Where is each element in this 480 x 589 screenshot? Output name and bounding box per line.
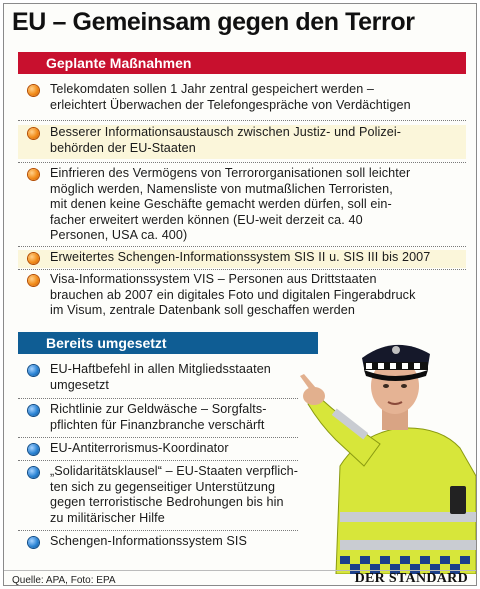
item-line: zu militärischer Hilfe	[50, 510, 165, 525]
divider	[18, 460, 298, 461]
list-item	[18, 402, 298, 436]
source-credit: Quelle: APA, Foto: EPA	[12, 575, 116, 586]
orange-bullet-icon	[28, 169, 39, 180]
orange-bullet-icon	[28, 85, 39, 96]
item-line: facher erweitert werden können (EU-weit derzeit ca. 40	[50, 212, 363, 227]
item-line: gegen terroristische Bedrohungen bis hin	[50, 495, 284, 510]
blue-bullet-icon	[28, 444, 39, 455]
list-item	[18, 272, 466, 322]
blue-bullet-icon	[28, 467, 39, 478]
list-item	[18, 250, 466, 268]
item-line: Besserer Informationsaustausch zwischen Justiz- und Polizei-	[50, 125, 402, 139]
page-title: EU – Gemeinsam gegen den Terror	[12, 8, 415, 36]
item-line: behörden der EU-Staaten	[50, 140, 196, 155]
list-item	[18, 464, 298, 528]
item-line: umgesetzt	[50, 377, 109, 392]
list-item	[18, 441, 298, 459]
divider	[18, 120, 466, 121]
item-line: erleichtert Überwachen der Telefongespräche von Verdächtigen	[50, 97, 411, 112]
item-line: Schengen-Informationssystem SIS	[50, 534, 247, 548]
item-line: Personen, USA ca. 400)	[50, 228, 188, 243]
publisher-logo: DER STANDARD	[354, 571, 468, 586]
item-line: EU-Haftbefehl in allen Mitgliedsstaaten	[50, 362, 271, 376]
infographic	[3, 3, 477, 586]
police-officer-photo	[300, 316, 476, 574]
blue-bullet-icon	[28, 537, 39, 548]
item-line: Telekomdaten sollen 1 Jahr zentral gespeichert werden –	[50, 82, 375, 96]
item-line: pflichten für Finanzbranche verschärft	[50, 417, 265, 432]
item-line: EU-Antiterrorismus-Koordinator	[50, 441, 229, 455]
item-line: „Solidaritätsklausel“ – EU-Staaten verpflich-	[50, 464, 299, 478]
blue-bullet-icon	[28, 365, 39, 376]
divider	[18, 437, 298, 438]
list-item	[18, 125, 466, 159]
planned-measures-header: Geplante Maßnahmen	[18, 52, 466, 74]
list-item	[18, 82, 466, 116]
divider	[18, 530, 298, 531]
item-line: Visa-Informationssystem VIS – Personen aus Drittstaaten	[50, 272, 377, 286]
list-item	[18, 166, 466, 246]
orange-bullet-icon	[28, 253, 39, 264]
orange-bullet-icon	[28, 128, 39, 139]
blue-bullet-icon	[28, 405, 39, 416]
divider	[18, 398, 298, 399]
divider	[18, 246, 466, 247]
list-item	[18, 362, 298, 396]
item-line: mit denen keine Geschäfte gemacht werden dürfen, soll ein-	[50, 197, 392, 212]
item-line: ten sich zu gegenseitiger Unterstützung	[50, 479, 276, 494]
divider	[18, 269, 466, 270]
already-implemented-header: Bereits umgesetzt	[18, 332, 318, 354]
item-line: im Visum, zentrale Datenbank soll geschaffen werden	[50, 303, 355, 318]
item-line: Richtlinie zur Geldwäsche – Sorgfalts-	[50, 402, 267, 416]
item-line: brauchen ab 2007 ein digitales Foto und digitalen Fingerabdruck	[50, 287, 416, 302]
list-item	[18, 534, 298, 552]
item-line: möglich werden, Namensliste von mutmaßlichen Terroristen,	[50, 181, 393, 196]
item-line: Einfrieren des Vermögens von Terrororganisationen soll leichter	[50, 166, 411, 180]
divider	[18, 162, 466, 163]
item-line: Erweitertes Schengen-Informationssystem SIS II u. SIS III bis 2007	[50, 250, 431, 264]
orange-bullet-icon	[28, 275, 39, 286]
